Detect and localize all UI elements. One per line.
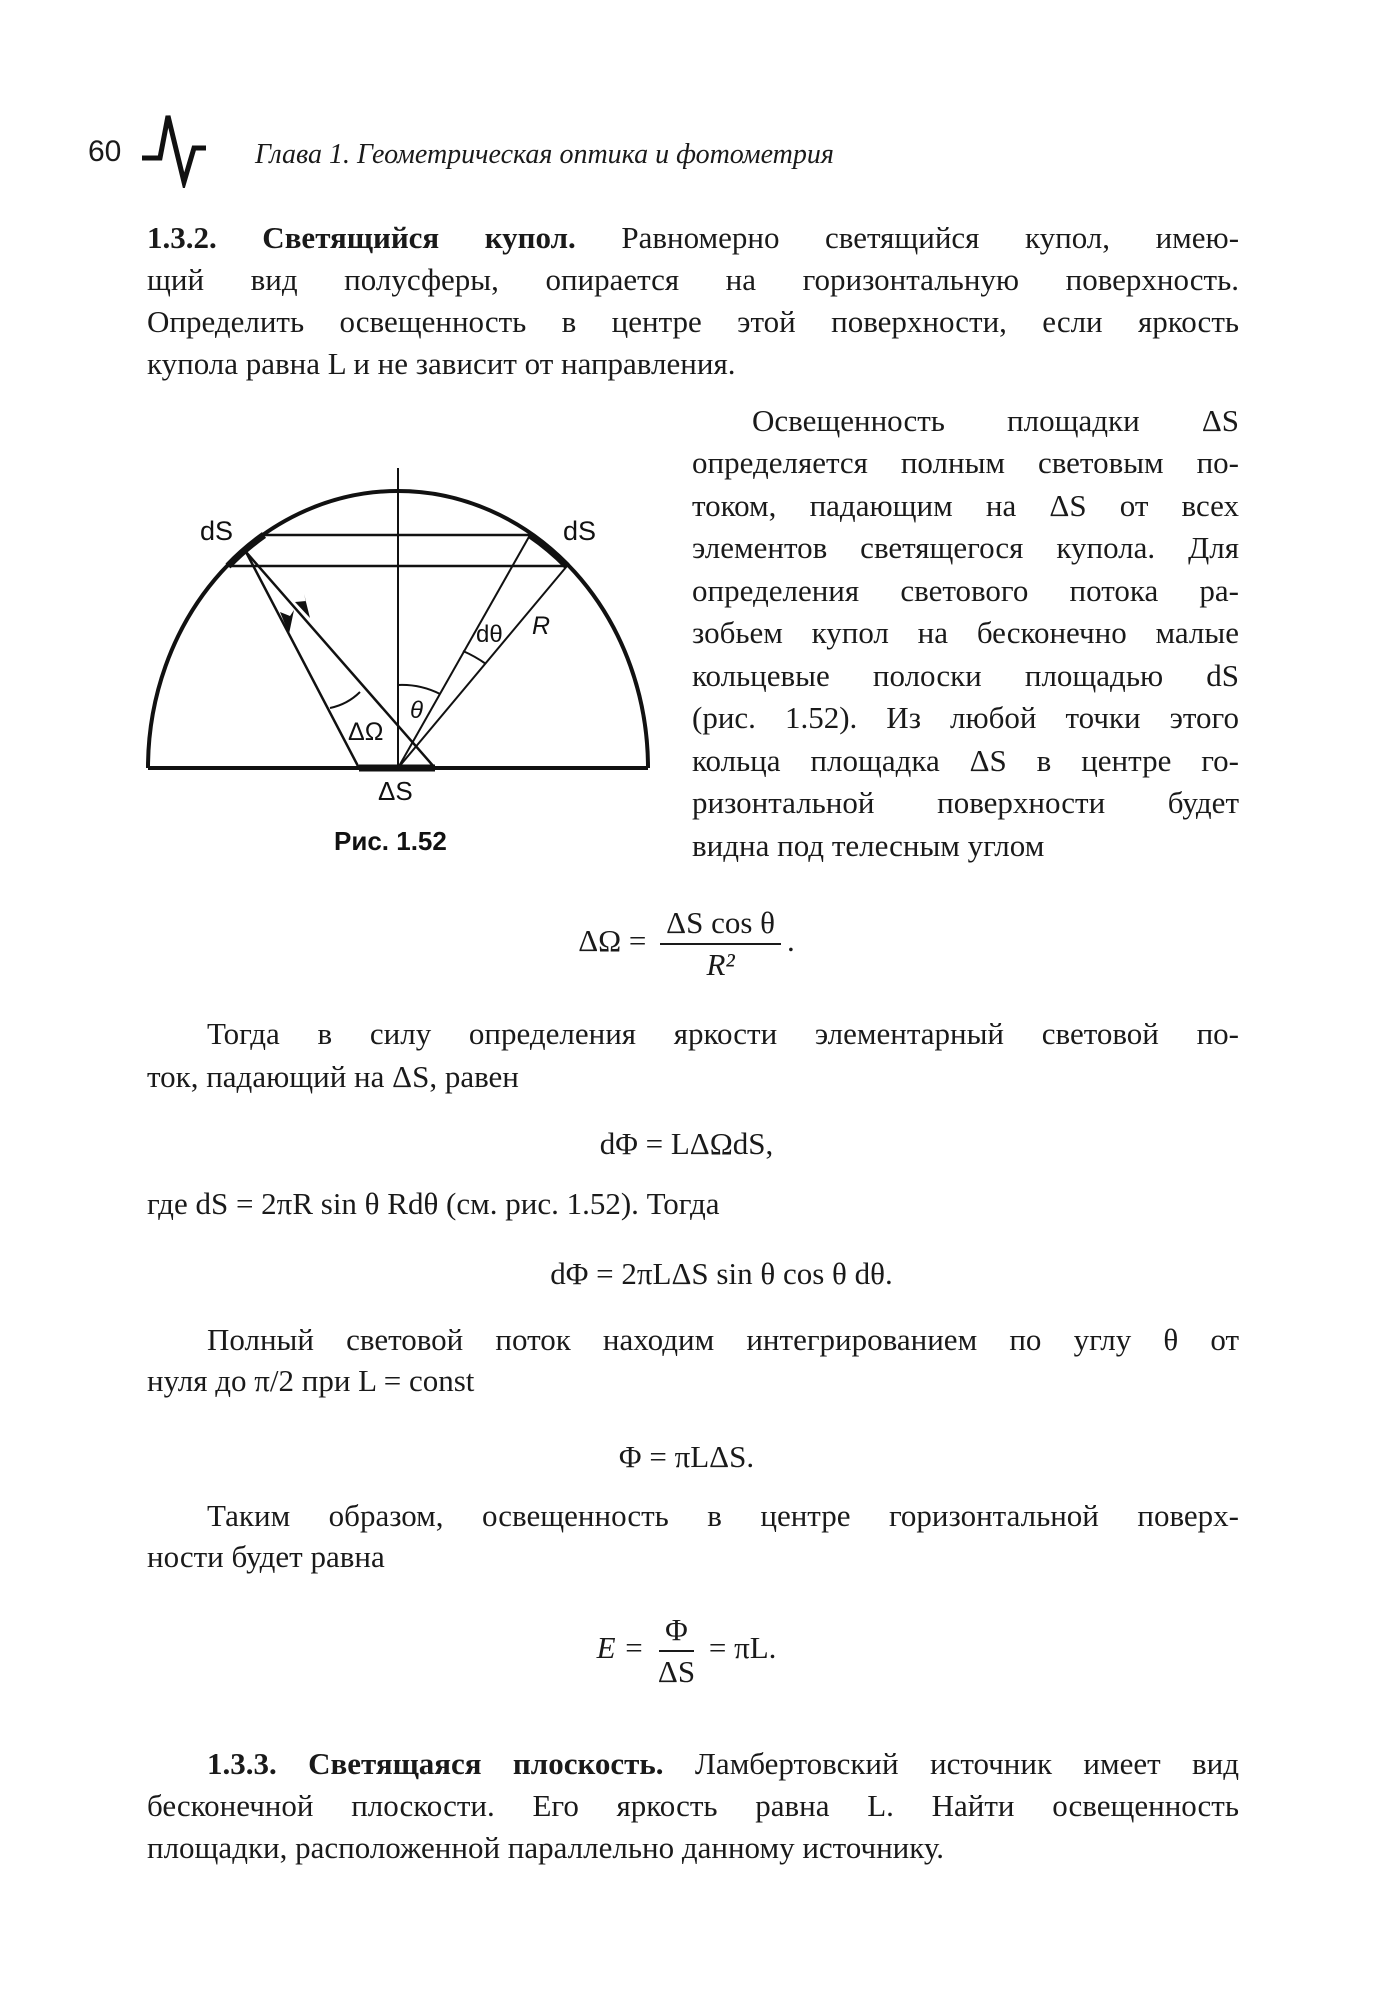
- solution-line: кольцевые полоски площадью dS: [692, 658, 1239, 693]
- formula-flux-differential: dΦ = 2πLΔS sin θ cos θ dθ.: [550, 1256, 893, 1291]
- figure-caption: Рис. 1.52: [334, 826, 447, 856]
- formula-illuminance: E = $\frac{\Phi}{\Delta S}$ = πL.: [596, 1612, 777, 1689]
- figure-1-52: [0, 0, 700, 880]
- problem-132-line-3: Определить освещенность в центре этой поверхности, если яркость: [147, 304, 1239, 339]
- label-delta-s: ΔS: [378, 776, 413, 806]
- solution-line: определения светового потока ра-: [692, 573, 1239, 608]
- chapter-title: Глава 1. Геометрическая оптика и фотометрия: [255, 139, 834, 170]
- page-number: 60: [88, 135, 122, 168]
- solution-line: определяется полным световым по-: [692, 445, 1239, 480]
- problem-133-line-2: бесконечной плоскости. Его яркость равна L. Найти освещенность: [147, 1788, 1239, 1823]
- paragraph-line: где dS = 2πR sin θ Rdθ (см. рис. 1.52). Тогда: [147, 1186, 720, 1221]
- label-domega: ΔΩ: [348, 718, 384, 746]
- problem-132-line-2: щий вид полусферы, опирается на горизонтальную поверхность.: [147, 262, 1239, 297]
- paragraph-line: ности будет равна: [147, 1539, 385, 1574]
- paragraph-line: Таким образом, освещенность в центре горизонтальной поверх-: [207, 1498, 1239, 1533]
- problem-132-title: 1.3.2. Светящийся купол.: [147, 220, 576, 255]
- problem-133-line-1: 1.3.3. Светящаяся плоскость. Ламбертовский источник имеет вид: [207, 1746, 1240, 1781]
- solution-line: ризонтальной поверхности будет: [692, 785, 1239, 820]
- paragraph-line: Полный световой поток находим интегрированием по углу θ от: [207, 1322, 1239, 1357]
- label-dtheta: dθ: [476, 621, 503, 648]
- solution-line: (рис. 1.52). Из любой точки этого: [692, 700, 1239, 735]
- radius-line-2: [398, 566, 567, 768]
- formula-solid-angle: ΔΩ = $\frac{\text{ΔS cos θ}}{\text{R²}}$ .: [578, 905, 795, 982]
- label-R: R: [532, 612, 551, 640]
- solution-line: видна под телесным углом: [692, 828, 1045, 863]
- solution-line: током, падающим на ΔS от всех: [692, 488, 1239, 523]
- problem-132-line-1: 1.3.2. Светящийся купол. Равномерно светящийся купол, имею-: [147, 220, 1240, 255]
- ray-right: [246, 552, 435, 768]
- paragraph-line: ток, падающий на ΔS, равен: [147, 1059, 519, 1094]
- problem-133-line-3: площадки, расположенной параллельно данному источнику.: [147, 1830, 945, 1865]
- formula-total-flux: Φ = πLΔS.: [618, 1439, 755, 1474]
- paragraph-line: Тогда в силу определения яркости элементарный световой по-: [207, 1016, 1239, 1051]
- solution-line: Освещенность площадки ΔS: [752, 403, 1239, 438]
- paragraph-line: нуля до π/2 при L = const: [147, 1363, 475, 1398]
- formula-flux-element: dΦ = LΔΩdS,: [599, 1126, 774, 1161]
- problem-132-line-4: купола равна L и не зависит от направления.: [147, 346, 736, 381]
- problem-133-title: 1.3.3. Светящаяся плоскость.: [207, 1746, 664, 1781]
- solution-line: зобьем купол на бесконечно малые: [692, 615, 1239, 650]
- arrow-icon: [295, 594, 310, 618]
- solution-line: элементов светящегося купола. Для: [692, 530, 1239, 565]
- label-ds-right: dS: [563, 516, 597, 546]
- solution-line: кольца площадка ΔS в центре го-: [692, 743, 1239, 778]
- label-ds-left: dS: [200, 516, 234, 546]
- label-theta: θ: [410, 697, 424, 724]
